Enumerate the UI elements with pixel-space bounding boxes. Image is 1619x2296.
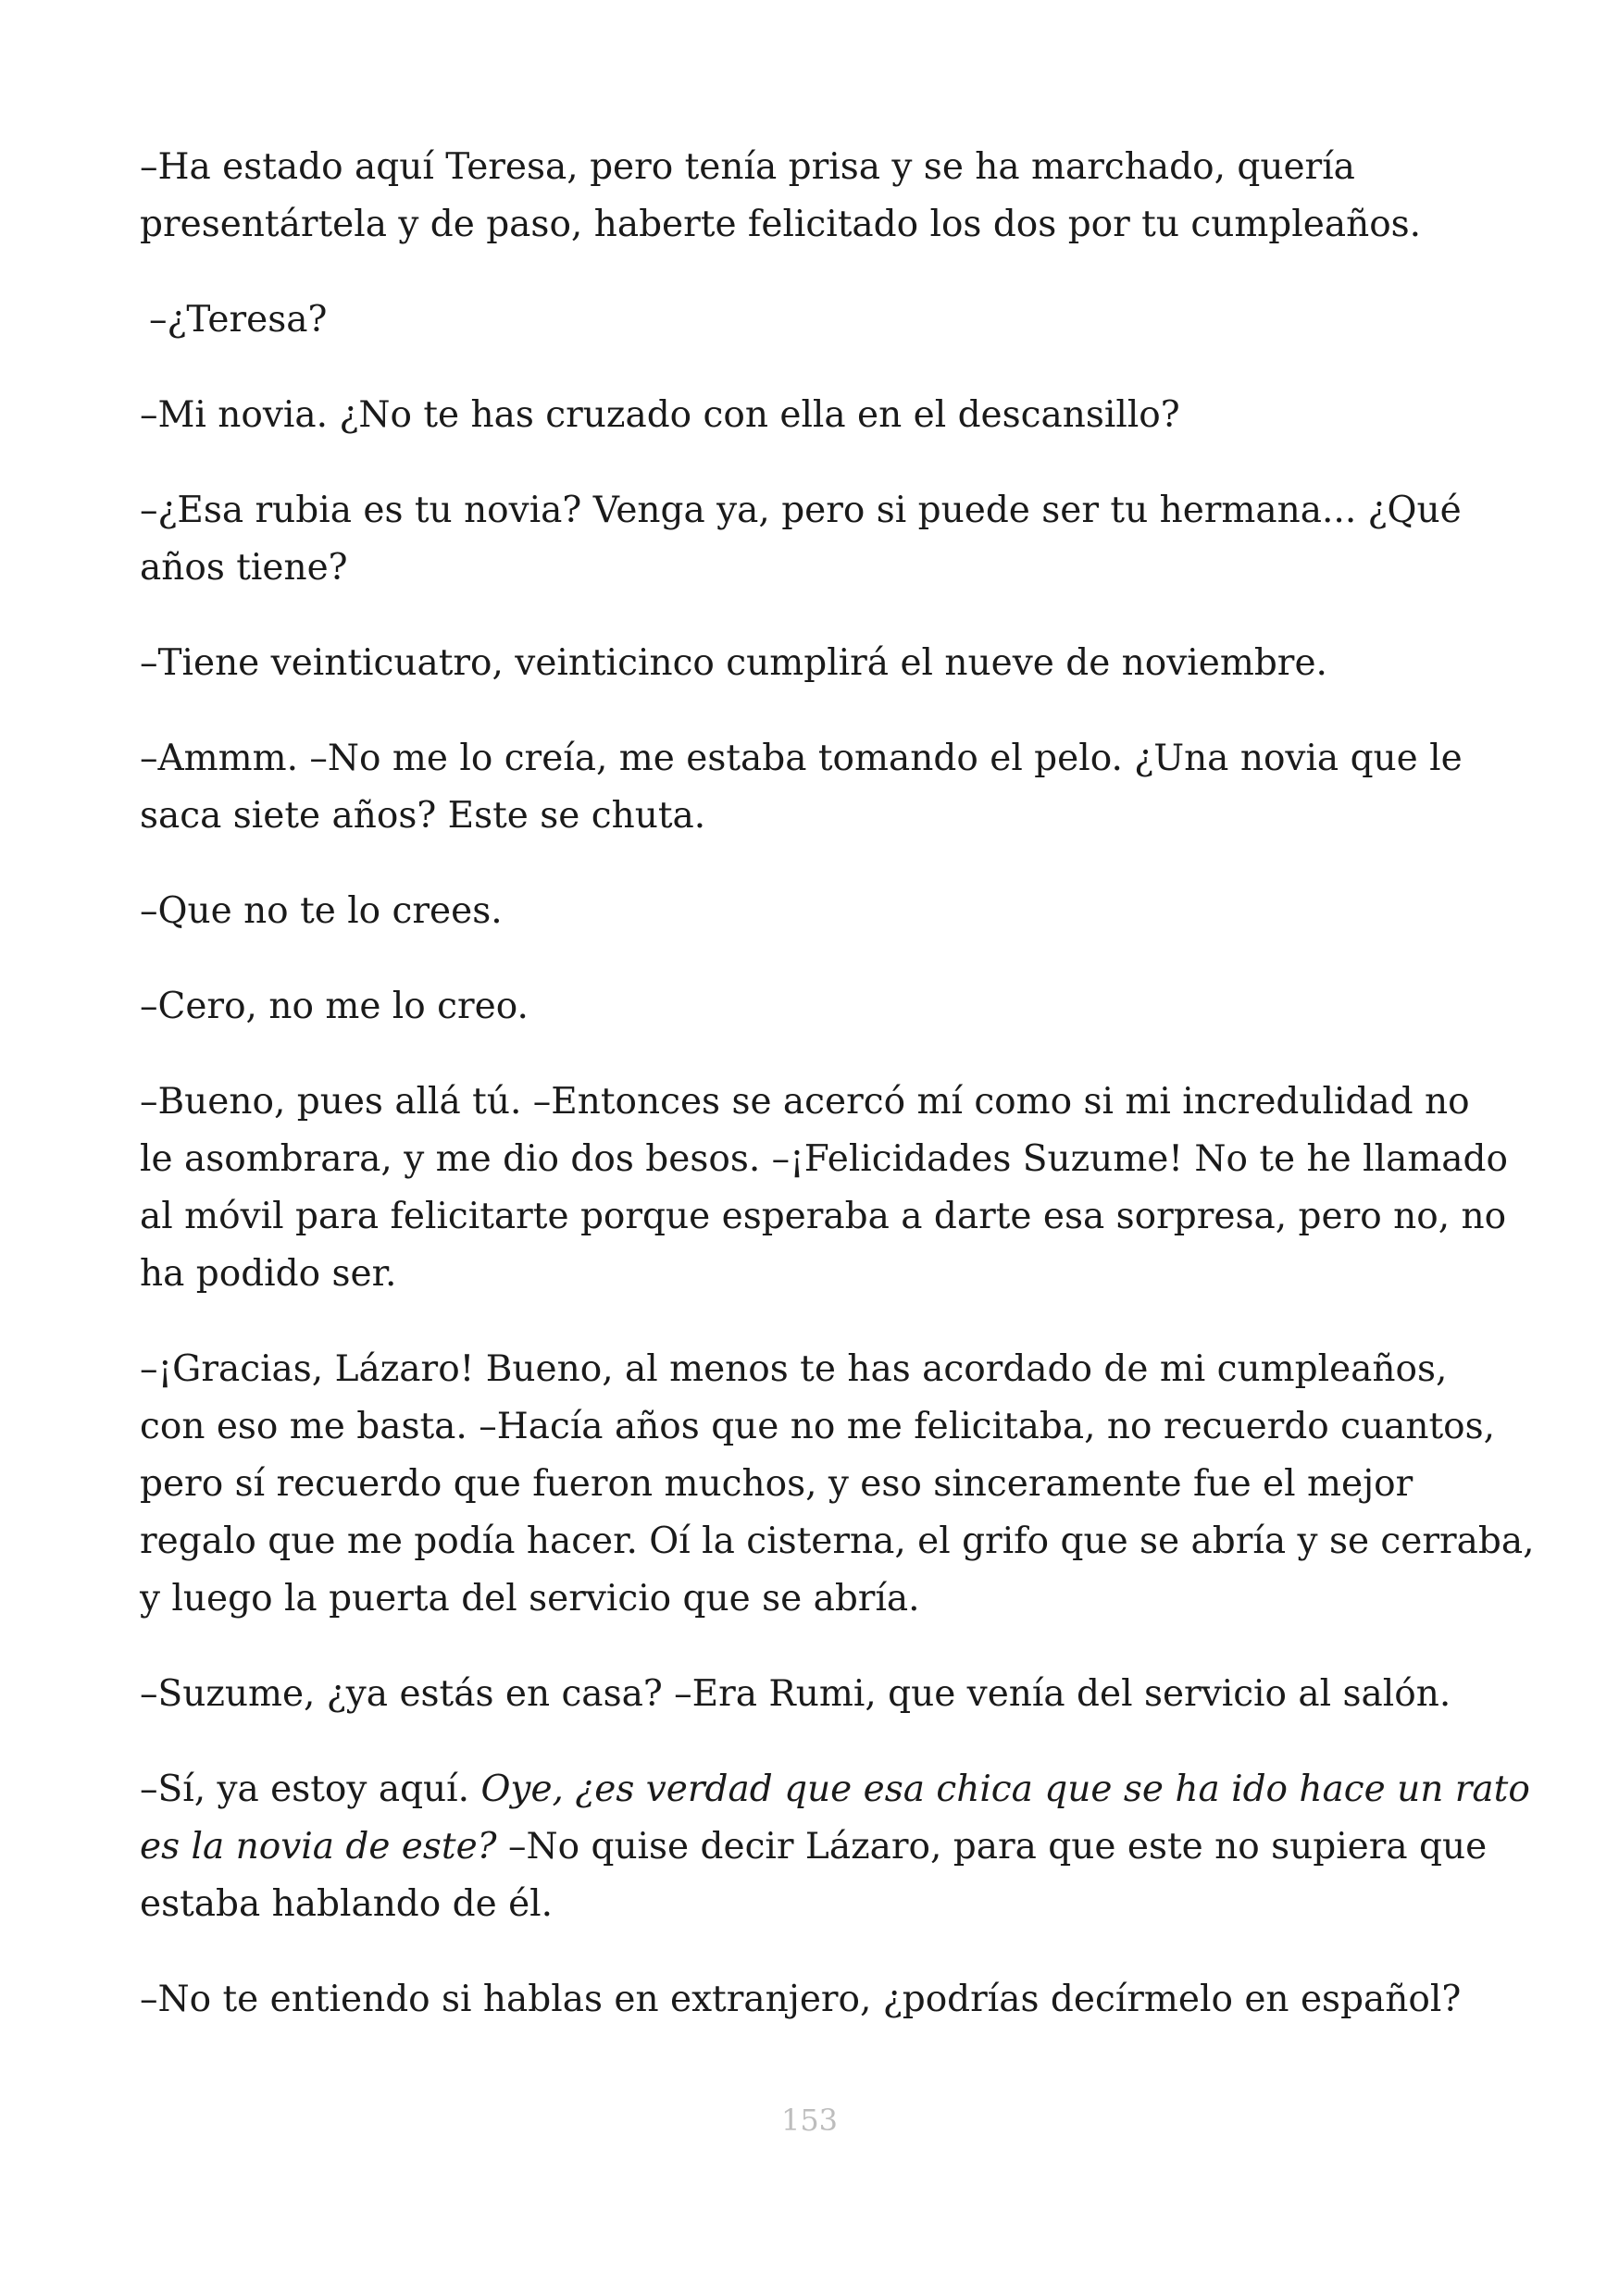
text-line: –Ammm. –No me lo creía, me estaba tomando el pelo. ¿Una novia que le: [140, 738, 1463, 779]
text-line: –Ha estado aquí Teresa, pero tenía prisa y se ha marchado, quería: [140, 146, 1355, 188]
paragraph: [140, 139, 1501, 254]
text-line: presentártela y de paso, haberte felicitado los dos por tu cumpleaños.: [140, 204, 1422, 245]
paragraph: [140, 482, 1501, 597]
body-text: [140, 139, 1535, 2066]
text-line: –Tiene veinticuatro, veinticinco cumplirá el nueve de noviembre.: [140, 642, 1327, 684]
paragraph: [140, 1666, 1501, 1723]
text-line: –Mi novia. ¿No te has cruzado con ella en el descansillo?: [140, 394, 1180, 436]
text-line: saca siete años? Este se chuta.: [140, 795, 706, 837]
text-run: –No quise decir Lázaro, para que este no supiera que: [496, 1826, 1488, 1868]
italic-text-run: Oye, ¿es verdad que esa chica que se ha ido hace un rato: [480, 1769, 1530, 1810]
text-line: –No te entiendo si hablas en extranjero, ¿podrías decírmelo en español?: [140, 1979, 1462, 2020]
text-line: ha podido ser.: [140, 1253, 397, 1295]
text-line: [140, 1761, 1530, 1818]
text-run: –Sí, ya estoy aquí.: [140, 1769, 481, 1810]
text-line: [140, 1818, 1501, 1876]
paragraph: [140, 1761, 1530, 1933]
text-line: regalo que me podía hacer. Oí la cisterna, el grifo que se abría y se cerraba,: [140, 1520, 1535, 1562]
text-line: estaba hablando de él.: [140, 1883, 554, 1925]
paragraph: [140, 387, 1501, 444]
paragraph: [140, 730, 1501, 845]
text-line: –Que no te lo crees.: [140, 890, 503, 932]
text-line: –¡Gracias, Lázaro! Bueno, al menos te has acordado de mi cumpleaños,: [140, 1348, 1448, 1390]
text-line: al móvil para felicitarte porque esperaba a darte esa sorpresa, pero no, no: [140, 1196, 1507, 1237]
italic-text-run: es la novia de este?: [140, 1826, 497, 1868]
text-line: –¿Esa rubia es tu novia? Venga ya, pero si puede ser tu hermana... ¿Qué: [140, 490, 1462, 531]
paragraph: [140, 978, 1501, 1036]
text-line: años tiene?: [140, 547, 348, 589]
text-line: con eso me basta. –Hacía años que no me felicitaba, no recuerdo cuantos,: [140, 1406, 1496, 1447]
text-line: –Bueno, pues allá tú. –Entonces se acercó mí como si mi incredulidad no: [140, 1081, 1470, 1123]
text-line: le asombrara, y me dio dos besos. –¡Felicidades Suzume! No te he llamado: [140, 1138, 1509, 1180]
paragraph: [140, 1074, 1509, 1303]
paragraph: [140, 1341, 1535, 1628]
text-line: –Suzume, ¿ya estás en casa? –Era Rumi, que venía del servicio al salón.: [140, 1673, 1451, 1715]
paragraph: [140, 635, 1501, 692]
text-line: y luego la puerta del servicio que se abría.: [140, 1578, 920, 1620]
paragraph: [140, 1971, 1501, 2029]
text-line: –Cero, no me lo creo.: [140, 986, 529, 1027]
page-number: 153: [780, 2103, 839, 2138]
text-line: –¿Teresa?: [149, 299, 328, 341]
text-line: pero sí recuerdo que fueron muchos, y eso sinceramente fue el mejor: [140, 1463, 1414, 1505]
paragraph: [140, 292, 1501, 349]
paragraph: [140, 883, 1501, 940]
